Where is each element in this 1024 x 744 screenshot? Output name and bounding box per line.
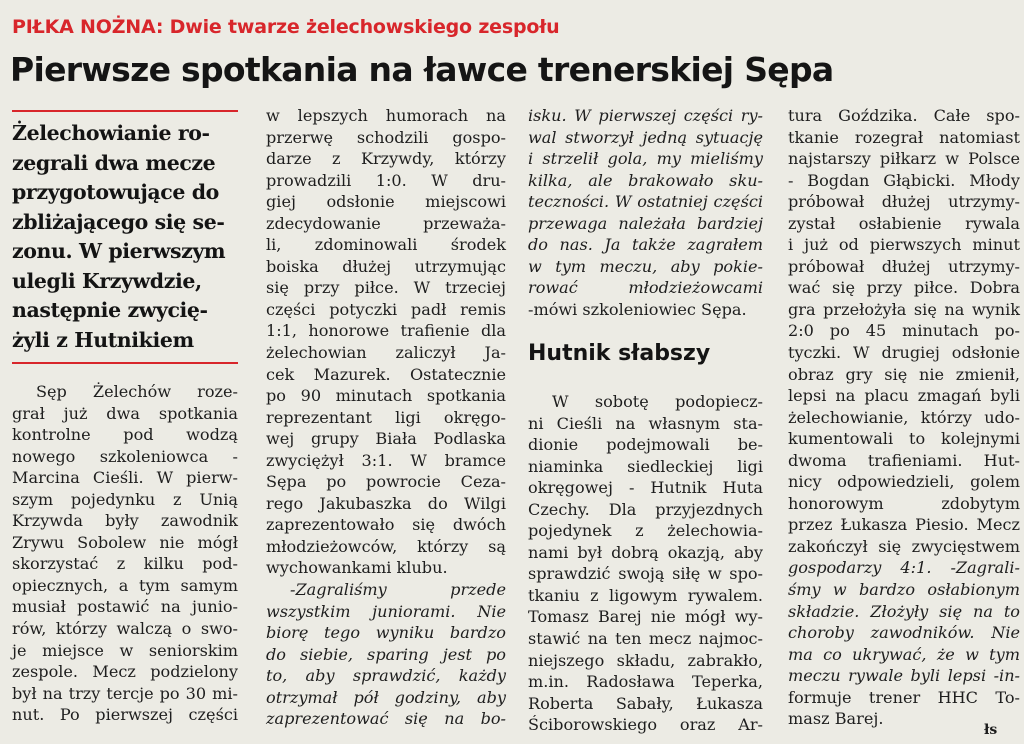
- col3b-line: niejszego składu, zabrakło,: [528, 650, 763, 670]
- col4-line: przez Łukasza Piesio. Mecz: [788, 515, 1020, 535]
- col2-line: zaprezentować się na bo-: [266, 709, 506, 729]
- col4-line: wać się przy piłce. Dobra: [788, 278, 1020, 298]
- col2-line: darze z Krzywdy, którzy: [266, 149, 506, 169]
- col3a-line: przewaga należała bardziej: [528, 213, 763, 233]
- col2-line: Sępa po powrocie Ceza-: [266, 472, 506, 492]
- col2-line: reprezentant ligi okręgo-: [266, 407, 506, 427]
- col3b-line: okręgowej - Hutnik Huta: [528, 478, 763, 498]
- text-column-3-top: [528, 105, 763, 320]
- col3b-line: sprawdzić swoją siłę w spo-: [528, 564, 763, 584]
- lead-bottom-rule: [12, 362, 238, 364]
- col3b-line: dionie podejmowali be-: [528, 435, 763, 455]
- article-lead: [12, 119, 240, 355]
- col2-line: 1:1, honorowe trafienie dla: [266, 321, 506, 341]
- col2-line: młodzieżowców, którzy są: [266, 536, 506, 556]
- col4-line: i już od pierwszych minut: [788, 235, 1020, 255]
- col2-line: to, aby sprawdzić, każdy: [266, 666, 506, 686]
- lead-line: żyli z Hutnikiem: [12, 327, 194, 352]
- col1-line: nut. Po pierwszej części: [12, 705, 238, 725]
- col1-line: rów, którzy walczą o swo-: [12, 619, 238, 639]
- col2-line: li, zdominowali środek: [266, 235, 506, 255]
- lead-line: zegrali dwa mecze: [12, 150, 216, 175]
- article-kicker: PIŁKA NOŻNA: Dwie twarze żelechowskiego zespołu: [12, 16, 560, 38]
- col2-line: boiska dłużej utrzymując: [266, 256, 506, 276]
- section-subhead: Hutnik słabszy: [528, 341, 711, 366]
- col3b-line: ni Cieśli na własnym sta-: [528, 413, 763, 433]
- col3a-line: isku. W pierwszej części ry-: [528, 106, 763, 125]
- col1-line: musiał postawić na junio-: [12, 597, 238, 617]
- col3a-line: do nas. Ja także zagrałem: [528, 235, 763, 255]
- col4-line: tyczki. W drugiej odsłonie: [788, 343, 1020, 363]
- lead-line: zbliżającego się se-: [12, 209, 225, 234]
- col3a-line: teczności. W ostatniej części: [528, 192, 763, 212]
- col2-line: wychowankami klubu.: [266, 558, 448, 578]
- col1-line: Sęp Żelechów roze-: [36, 382, 238, 401]
- col4-line: formuje trener HHC To-: [788, 687, 1020, 707]
- col2-line: rego Jakubaszka do Wilgi: [266, 493, 506, 513]
- col2-line: wej grupy Biała Podlaska: [266, 429, 506, 449]
- text-column-3-bottom: [528, 391, 763, 736]
- col2-line: po 90 minutach spotkania: [266, 386, 506, 406]
- lead-line: przygotowujące do: [12, 180, 219, 204]
- col4-line: składzie. Złożyły się na to: [788, 601, 1020, 621]
- col2-line: części potyczki padł remis: [266, 299, 506, 319]
- col3a-line: w tym meczu, aby pokie-: [528, 256, 763, 276]
- col4-line: zakończył się zwycięstwem: [788, 536, 1020, 556]
- col1-line: szym pojedynku z Unią: [12, 489, 238, 509]
- text-column-4: [788, 105, 1020, 730]
- col3b-line: tkaniu z ligowym rywalem.: [528, 585, 763, 605]
- col2-line: otrzymał pół godziny, aby: [266, 687, 506, 707]
- col1-line: opiecznych, a tym samym: [12, 575, 238, 595]
- col4-line: próbował dłużej utrzymy-: [788, 192, 1020, 212]
- col4-line: żelechowianie, którzy udo-: [788, 407, 1020, 427]
- col1-line: je miejsce w seniorskim: [12, 640, 238, 660]
- lead-line: następnie zwycię-: [12, 298, 208, 322]
- col3b-line: Ściborowskiego oraz Ar-: [528, 715, 763, 735]
- col2-line: -Zagraliśmy przede: [290, 580, 506, 600]
- text-column-2: [266, 105, 506, 730]
- col2-line: żelechowian zaliczył Ja-: [266, 343, 506, 363]
- col4-line: tura Goździka. Całe spo-: [788, 106, 1020, 125]
- col2-line: zaprezentowało się dwóch: [266, 515, 506, 535]
- col4-line: - Bogdan Głąbicki. Młody: [788, 170, 1020, 190]
- col4-line: choroby zawodników. Nie: [788, 623, 1020, 643]
- col1-line: skorzystać z kilku pod-: [12, 554, 238, 574]
- col2-line: cek Mazurek. Ostatecznie: [266, 364, 506, 384]
- col2-line: przerwę schodzili gospo-: [266, 127, 506, 147]
- col3a-line: kilka, ale brakowało sku-: [528, 170, 763, 190]
- col4-line: nicy odpowiedzieli, golem: [788, 472, 1020, 492]
- col4-line: najstarszy piłkarz w Polsce: [788, 149, 1020, 169]
- col4-line: gra przełożyła się na wynik: [788, 299, 1020, 319]
- col2-line: do siebie, sparing jest po: [266, 644, 506, 664]
- col4-line: meczu rywale byli lepsi -in-: [788, 666, 1020, 686]
- col1-line: grał już dwa spotkania: [12, 403, 238, 423]
- author-byline: łs: [984, 722, 998, 738]
- col1-line: był na trzy tercje po 30 mi-: [12, 683, 238, 703]
- col2-line: prowadzili 1:0. W dru-: [266, 170, 506, 190]
- article-headline: Pierwsze spotkania na ławce trenerskiej Sępa: [10, 50, 834, 89]
- col4-line: gospodarzy 4:1. -Zagrali-: [788, 558, 1020, 578]
- col2-line: zwyciężył 3:1. W bramce: [266, 450, 506, 470]
- lead-line: zonu. W pierwszym: [12, 239, 226, 263]
- col3b-line: W sobotę podopiecz-: [552, 392, 763, 411]
- col2-line: wszystkim juniorami. Nie: [266, 601, 506, 621]
- col4-line: zystał osłabienie rywala: [788, 213, 1020, 233]
- lead-line: ulegli Krzywdzie,: [12, 268, 202, 293]
- col1-line: zespole. Mecz podzielony: [12, 662, 238, 682]
- col4-line: lepsi na placu zmagań byli: [788, 386, 1020, 406]
- col3b-line: niaminka siedleckiej ligi: [528, 456, 763, 476]
- col2-line: w lepszych humorach na: [266, 106, 506, 125]
- col4-line: ma co ukrywać, że w tym: [788, 644, 1020, 664]
- col4-line: tkanie rozegrał natomiast: [788, 127, 1020, 147]
- col3a-line: wal stworzył jedną sytuację: [528, 127, 763, 147]
- col1-line: Zrywu Sobolew nie mógł: [12, 532, 238, 552]
- col2-line: zdecydowanie przeważa-: [266, 213, 506, 233]
- col2-line: giej odsłonie miejscowi: [266, 192, 506, 212]
- lead-line: Żelechowianie ro-: [12, 121, 210, 145]
- col1-line: nowego szkoleniowca -: [12, 446, 238, 466]
- col4-line: śmy w bardzo osłabionym: [788, 580, 1020, 600]
- col2-line: biorę tego wyniku bardzo: [266, 623, 506, 643]
- col4-line: masz Barej.: [788, 709, 884, 729]
- col3a-line: rować młodzieżowcami: [528, 278, 763, 298]
- col3b-line: m.in. Radosława Teperka,: [528, 672, 763, 692]
- col4-line: próbował dłużej utrzymy-: [788, 256, 1020, 276]
- col3b-line: Tomasz Barej nie mógł wy-: [528, 607, 763, 627]
- col4-line: 2:0 po 45 minutach po-: [788, 321, 1020, 341]
- col4-line: obraz gry się nie zmienił,: [788, 364, 1020, 384]
- col3b-line: pojedynek z żelechowia-: [528, 521, 763, 541]
- col1-line: kontrolne pod wodzą: [12, 425, 238, 445]
- col4-line: honorowym zdobytym: [788, 493, 1020, 513]
- col4-line: dwoma trafieniami. Hut-: [788, 450, 1020, 470]
- col1-line: Krzywda były zawodnik: [12, 511, 238, 531]
- lead-top-rule: [12, 110, 238, 112]
- col3b-line: stawić na ten mecz najmoc-: [528, 629, 763, 649]
- col3a-line: i strzelił gola, my mieliśmy: [528, 149, 763, 169]
- col3a-line: -mówi szkoleniowiec Sępa.: [528, 299, 747, 319]
- col4-line: kumentowali to kolejnymi: [788, 429, 1020, 449]
- col3b-line: Czechy. Dla przyjezdnych: [528, 499, 763, 519]
- col1-line: Marcina Cieśli. W pierw-: [12, 468, 238, 488]
- col3b-line: Roberta Sabały, Łukasza: [528, 693, 763, 713]
- col2-line: się przy piłce. W trzeciej: [266, 278, 506, 298]
- col3b-line: nami był dobrą okazją, aby: [528, 542, 763, 562]
- text-column-1: [12, 381, 238, 726]
